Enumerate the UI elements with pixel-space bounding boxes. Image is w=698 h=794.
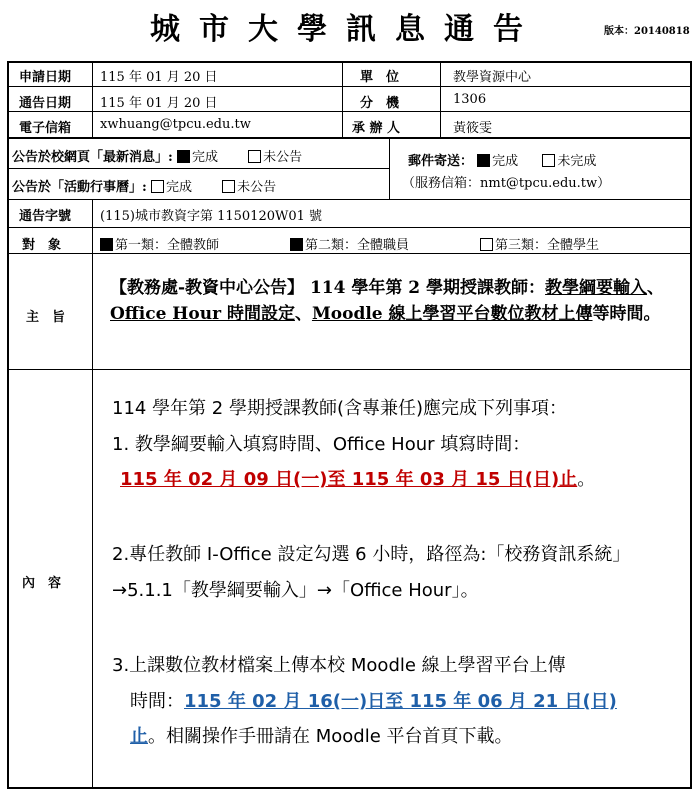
email-value: xwhuang@tpcu.edu.tw <box>100 117 251 132</box>
content-intro: 114 學年第 2 學期授課教師(含專兼任)應完成下列事項： <box>112 398 568 419</box>
row-divider <box>9 111 690 112</box>
checkbox-checked[interactable] <box>477 154 490 167</box>
notice-form <box>7 61 692 789</box>
row-divider <box>9 168 389 169</box>
handler-label: 承 辦 人 <box>352 121 401 136</box>
subject-text <box>110 275 680 327</box>
page-title: 城市大學訊息通告 <box>150 12 542 47</box>
unit-value: 教學資源中心 <box>453 70 532 85</box>
checkbox-unchecked[interactable] <box>151 180 164 193</box>
content-item2-line1: 2.專任教師 I-Office 設定勾選 6 小時，路徑為:「校務資訊系統」 <box>112 544 631 565</box>
checkbox-unchecked[interactable] <box>542 154 555 167</box>
content-label: 內 容 <box>22 576 62 591</box>
checkbox-checked[interactable] <box>177 150 190 163</box>
row-divider <box>9 253 690 254</box>
subject-separator: 、 <box>647 278 665 298</box>
col-divider <box>92 199 93 787</box>
doc-no-label: 通告字號 <box>19 209 72 224</box>
content-item2-line2: →5.1.1「教學綱要輸入」→「Office Hour」。 <box>112 580 479 601</box>
audience-cat1 <box>100 234 219 253</box>
item3-date-end: 止 <box>130 726 148 747</box>
audience-cat3-label: 第三類：全體學生 <box>495 238 600 253</box>
row-divider <box>9 86 690 87</box>
checkbox-unchecked[interactable] <box>480 238 493 251</box>
calendar-publish-label: 公告於「活動行事曆」: <box>12 180 147 195</box>
checkbox-unchecked[interactable] <box>248 150 261 163</box>
mail-row <box>408 150 596 169</box>
doc-no-value: (115)城市教資字第 1150120W01 號 <box>100 209 323 224</box>
handler-value: 黃筱雯 <box>453 121 493 136</box>
ext-value: 1306 <box>453 92 487 107</box>
web-publish-row <box>12 146 302 165</box>
content-item3-date-line <box>130 687 617 713</box>
checkbox-checked[interactable] <box>100 238 113 251</box>
subject-item-office-hour: Office Hour 時間設定 <box>110 304 295 324</box>
calendar-not-label: 未公告 <box>237 180 277 195</box>
item3-prefix: 時間： <box>130 691 184 712</box>
version-label: 版本：20140818 <box>604 26 690 37</box>
checkbox-checked[interactable] <box>290 238 303 251</box>
web-not-label: 未公告 <box>263 150 303 165</box>
audience-cat1-label: 第一類：全體教師 <box>115 238 220 253</box>
title-bar <box>0 2 698 47</box>
item1-date: 115 年 02 月 09 日(一)至 115 年 03 月 15 日(日)止 <box>120 469 578 490</box>
calendar-done-label: 完成 <box>165 180 192 195</box>
calendar-publish-row <box>12 176 276 195</box>
web-publish-label: 公告於校網頁「最新消息」: <box>12 150 173 165</box>
content-item3-end-line <box>130 722 513 748</box>
audience-cat2 <box>290 234 409 253</box>
mail-done-label: 完成 <box>492 154 519 169</box>
subject-label: 主 旨 <box>26 310 66 325</box>
checkbox-unchecked[interactable] <box>222 180 235 193</box>
notice-date-label: 通告日期 <box>19 96 72 111</box>
col-divider <box>389 137 390 199</box>
subject-item-syllabus: 教學綱要輸入 <box>545 278 648 298</box>
mail-not-label: 未完成 <box>557 154 597 169</box>
row-divider <box>9 199 690 200</box>
row-divider <box>9 137 690 139</box>
notice-date-value: 115 年 01 月 20 日 <box>100 96 218 111</box>
content-item3-line1: 3.上課數位教材檔案上傳本校 Moodle 線上學習平台上傳 <box>112 655 566 676</box>
col-divider <box>440 63 441 137</box>
col-divider <box>342 63 343 137</box>
col-divider <box>92 63 93 137</box>
row-divider <box>9 227 690 228</box>
email-label: 電子信箱 <box>19 121 72 136</box>
apply-date-label: 申請日期 <box>19 70 72 85</box>
apply-date-value: 115 年 01 月 20 日 <box>100 70 218 85</box>
audience-label: 對 象 <box>22 238 62 253</box>
row-divider <box>9 369 690 370</box>
subject-suffix: 等時間。 <box>592 304 661 324</box>
item3-date: 115 年 02 月 16(一)日至 115 年 06 月 21 日(日) <box>184 691 617 712</box>
content-item1-date-line <box>120 465 595 491</box>
item3-end: 。相關操作手冊請在 Moodle 平台首頁下載。 <box>148 726 513 747</box>
content-item1: 1. 教學綱要輸入填寫時間、Office Hour 填寫時間： <box>112 434 531 455</box>
subject-item-moodle: Moodle 線上學習平台數位教材上傳 <box>311 304 593 324</box>
subject-prefix: 【教務處-教資中心公告】 114 學年第 2 學期授課教師： <box>110 278 546 298</box>
item1-end: 。 <box>577 469 596 490</box>
audience-cat2-label: 第二類：全體職員 <box>305 238 410 253</box>
ext-label: 分 機 <box>360 96 400 111</box>
web-done-label: 完成 <box>191 150 218 165</box>
mail-note: （服務信箱：nmt@tpcu.edu.tw） <box>402 176 611 191</box>
mail-label: 郵件寄送： <box>408 154 474 169</box>
subject-separator: 、 <box>294 304 312 324</box>
unit-label: 單 位 <box>360 70 400 85</box>
audience-cat3 <box>480 234 599 253</box>
